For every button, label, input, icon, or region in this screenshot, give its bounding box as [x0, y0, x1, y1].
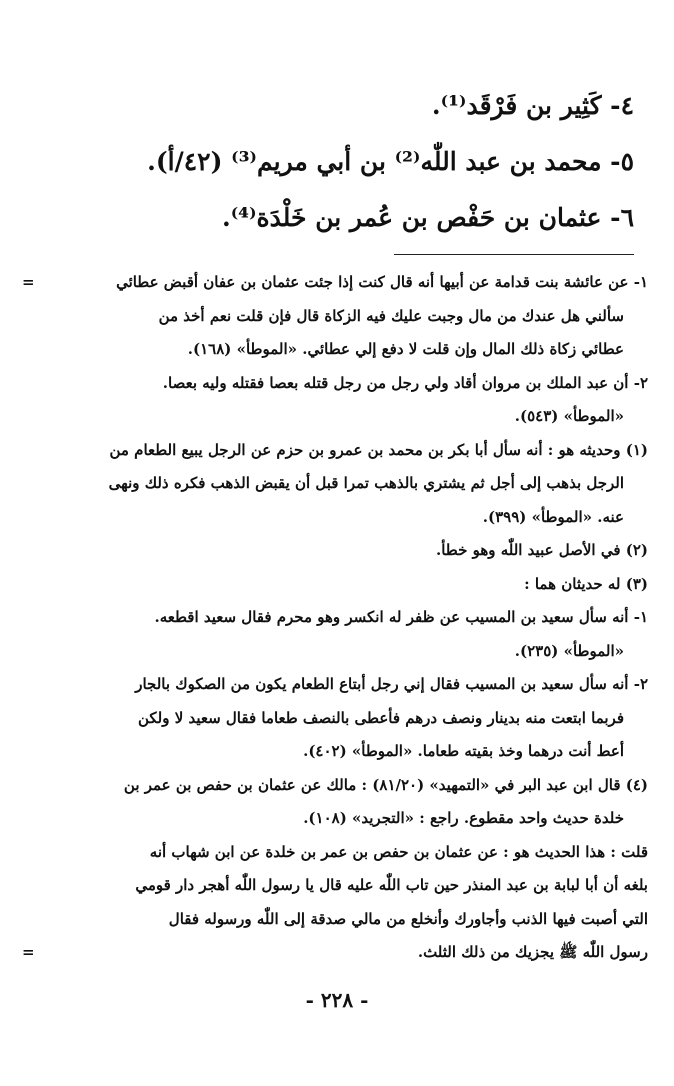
- footnote-line: فربما ابتعت منه بدينار ونصف درهم فأعطى بالنصف طعاما فقال سعيد لا ولكن: [137, 708, 624, 727]
- footnotes: [22, 266, 648, 970]
- narrator-line-4: ٤- كَثِير بن فَرْقَد⁽¹⁾.: [431, 91, 634, 120]
- footnote-line: = ١- عن عائشة بنت قدامة عن أبيها أنه قال كنت إذا جئت عثمان بن عفان أقبض عطائي: [22, 266, 648, 300]
- footnote-line: (١) وحديثه هو : أنه سأل أبا بكر بن محمد بن عمرو بن حزم عن الرجل يبيع الطعام من: [109, 440, 648, 459]
- footnote-line: قلت : هذا الحديث هو : عن عثمان بن حفص بن عمر بن خلدة عن ابن شهاب أنه: [149, 842, 648, 861]
- page-number: - ٢٢٨ -: [305, 988, 369, 1012]
- footnote-line: أعط أنت درهما وخذ بقيته طعاما. «الموطأ» (٤٠٢).: [303, 742, 624, 760]
- continuation-mark: =: [22, 943, 35, 961]
- footnote-line: سألني هل عندك من مال وجبت عليك فيه الزكاة قال فإن قلت نعم أخذ من: [158, 306, 624, 325]
- footnote-line: خلدة حديث واحد مقطوع. راجع : «التجريد» (١٠٨).: [303, 809, 624, 827]
- footnote-line: التي أصبت فيها الذنب وأجاورك وأنخلع من مالي صدقة إلى اللّٰه ورسوله فقال: [168, 909, 648, 928]
- footnote-separator: [394, 254, 634, 255]
- footnote-line: عنه. «الموطأ» (٣٩٩).: [482, 507, 624, 526]
- footnote-line: بلغه أن أبا لبابة بن عبد المنذر حين تاب اللّٰه عليه قال يا رسول اللّٰه أهجر دار قومي: [135, 876, 648, 894]
- footnote-line: (٣) له حديثان هما :: [524, 574, 648, 593]
- footnote-line: ٢- أن عبد الملك بن مروان أقاد ولي رجل من رجل قتله بعصا فقتله وليه بعصا.: [162, 373, 648, 392]
- footnote-line: ١- أنه سأل سعيد بن المسيب عن ظفر له انكسر وهو محرم فقال سعيد اقطعه.: [154, 608, 648, 626]
- narrator-line-6: ٦- عثمان بن حَفْص بن عُمر بن خَلْدَة⁽⁴⁾.: [222, 203, 634, 232]
- footnote-line: «الموطأ» (٥٤٣).: [514, 407, 624, 425]
- narrator-line-5: ٥- محمد بن عبد اللّٰه⁽²⁾ بن أبي مريم⁽³⁾ (٤٢/أ).: [147, 147, 634, 176]
- footnote-line: ٢- أنه سأل سعيد بن المسيب فقال إني رجل أبتاع الطعام يكون من الصكوك بالجار: [135, 675, 648, 693]
- footnote-line: الرجل بذهب إلى أجل ثم يشتري بالذهب تمرا قبل أن يقبض الذهب فكره ذلك ونهى: [108, 474, 624, 492]
- footnote-line: = رسول اللّٰه ﷺ يجزيك من ذلك الثلث.: [22, 936, 648, 970]
- main-text: [40, 78, 634, 246]
- continuation-mark: =: [22, 273, 35, 291]
- footnote-line: (٢) في الأصل عبيد اللّٰه وهو خطأ.: [436, 541, 648, 559]
- footnote-line: عطائي زكاة ذلك المال وإن قلت لا دفع إلي عطائي. «الموطأ» (١٦٨).: [187, 340, 624, 358]
- footnote-line: (٤) قال ابن عبد البر في «التمهيد» (٨١/٢٠) : مالك عن عثمان بن حفص بن عمر بن: [123, 775, 648, 794]
- footnote-line: «الموطأ» (٢٣٥).: [514, 641, 624, 660]
